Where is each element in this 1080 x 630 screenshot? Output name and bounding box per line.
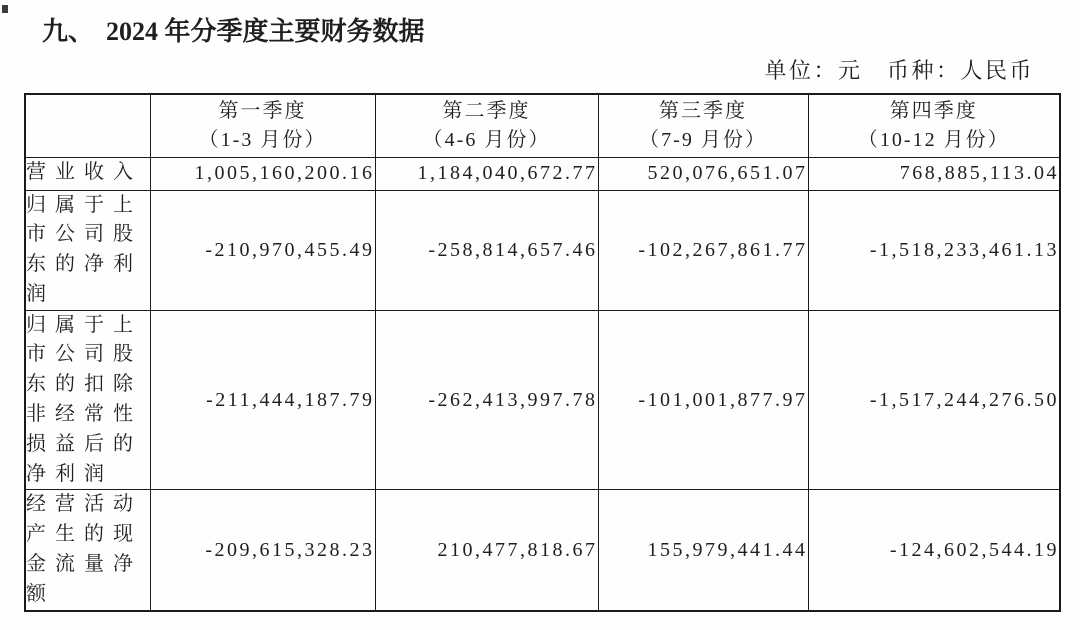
table-row-revenue [25,157,1060,190]
column-title: 第二季度 [442,99,531,122]
column-subtitle: （1-3 月份） [198,128,327,151]
value-cell: -102,267,861.77 [598,190,808,310]
section-number: 九、 [42,17,95,46]
section-heading [0,0,1080,48]
row-label: 营业收入 [25,157,150,190]
column-header-q3 [598,94,808,157]
value-cell: 155,979,441.44 [598,490,808,611]
value-cell: -124,602,544.19 [808,490,1060,611]
row-label: 归属于上市公司股东的净利润 [25,190,150,310]
column-title: 第四季度 [889,99,978,122]
scan-artifact [2,5,8,13]
value-cell: 768,885,113.04 [808,157,1060,190]
quarterly-financial-table [24,93,1061,612]
column-title: 第三季度 [659,99,747,122]
value-cell: 1,184,040,672.77 [375,157,598,190]
value-cell: -258,814,657.46 [375,190,598,310]
column-subtitle: （10-12 月份） [857,128,1010,151]
value-cell: -210,970,455.49 [150,190,375,310]
value-cell: 520,076,651.07 [598,157,808,190]
column-title: 第一季度 [218,99,307,122]
value-cell: -209,615,328.23 [150,490,375,611]
column-subtitle: （4-6 月份） [422,128,551,151]
column-header-q4 [808,94,1060,157]
corner-cell [25,94,150,157]
table-row-net-profit-deducted [25,310,1060,490]
table-header-row [25,94,1060,157]
value-cell: -1,517,244,276.50 [808,310,1060,490]
row-label: 归属于上市公司股东的扣除非经常性损益后的净利润 [25,310,150,490]
value-cell: 1,005,160,200.16 [150,157,375,190]
table-row-operating-cash-flow [25,490,1060,611]
table-row-net-profit [25,190,1060,310]
column-header-q2 [375,94,598,157]
column-header-q1 [150,94,375,157]
unit-note: 单位：元 币种：人民币 [764,58,1034,83]
page-title: 2024 年分季度主要财务数据 [106,17,425,46]
value-cell: -262,413,997.78 [375,310,598,490]
row-label: 经营活动产生的现金流量净额 [25,490,150,611]
value-cell: -211,444,187.79 [150,310,375,490]
value-cell: 210,477,818.67 [375,490,598,611]
value-cell: -101,001,877.97 [598,310,808,490]
column-subtitle: （7-9 月份） [639,128,767,151]
value-cell: -1,518,233,461.13 [808,190,1060,310]
